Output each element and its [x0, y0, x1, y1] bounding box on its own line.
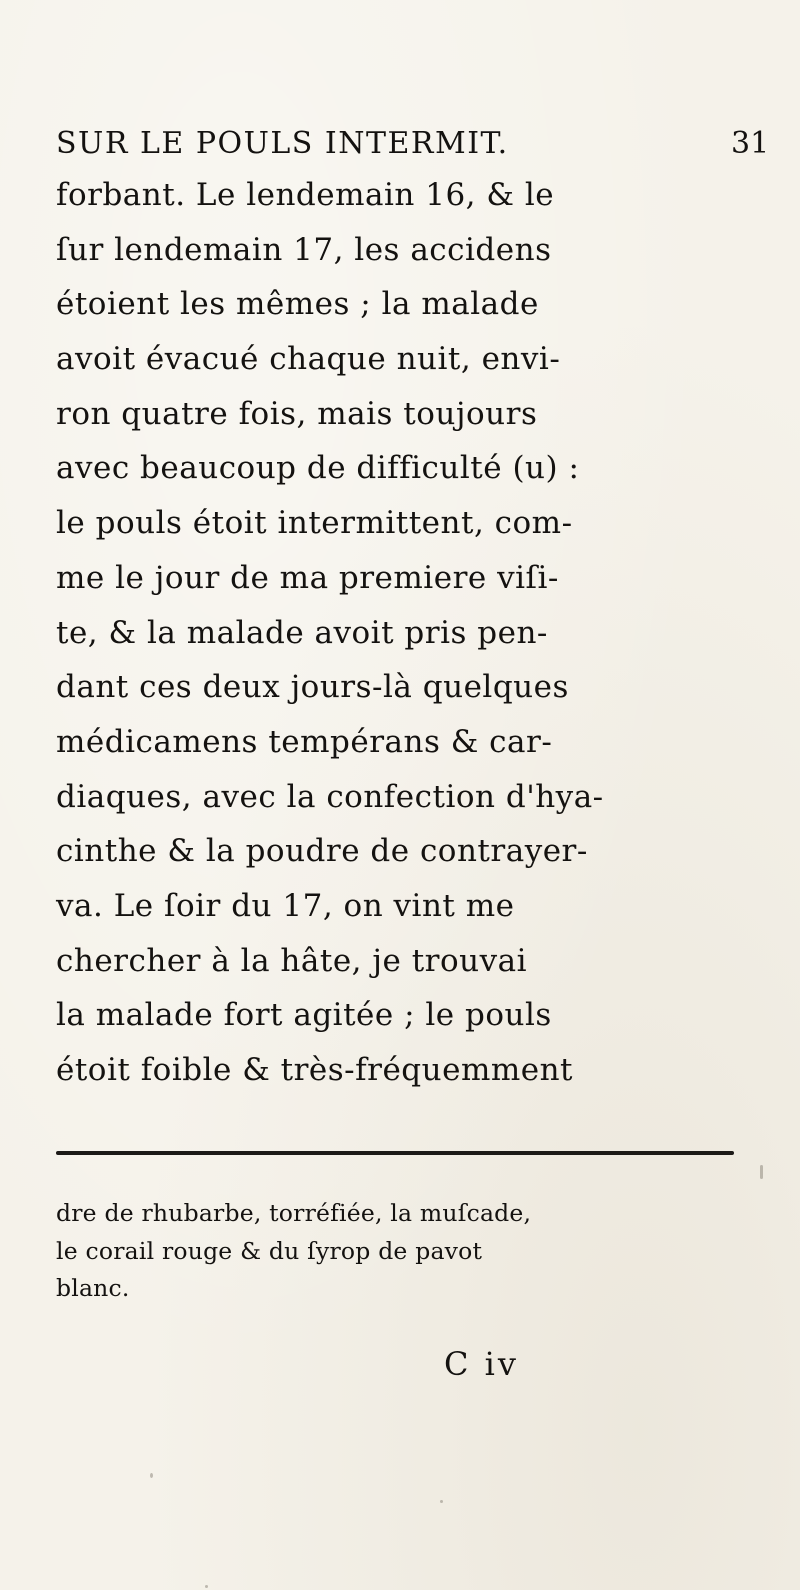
text-line: avoit évacué chaque nuit, envi-: [56, 341, 561, 378]
text-line: dant ces deux jours-là quelques: [56, 669, 569, 706]
main-text: [56, 168, 756, 1098]
footnote-line: blanc.: [56, 1274, 130, 1302]
signature-mark: C iv: [444, 1345, 519, 1383]
running-title: SUR LE POULS INTERMIT.: [56, 126, 509, 161]
page-number: 31: [731, 126, 770, 161]
text-line: diaques, avec la confection d'hya-: [56, 778, 604, 815]
text-line: va. Le ſoir du 17, on vint me: [56, 887, 515, 924]
paper-speck: [150, 1473, 153, 1478]
footnote: [56, 1195, 756, 1308]
text-line: cinthe & la poudre de contrayer-: [56, 833, 588, 870]
paper-speck: [760, 1165, 763, 1179]
footnote-line: dre de rhubarbe, torréfiée, la muſcade,: [56, 1199, 532, 1227]
text-line: avec beaucoup de difficulté (u) :: [56, 450, 580, 487]
text-line: ſur lendemain 17, les accidens: [56, 231, 552, 268]
text-line: forbant. Le lendemain 16, & le: [56, 177, 555, 213]
footnote-rule: [56, 1151, 734, 1155]
text-line: étoit foible & très-fréquemment: [56, 1052, 574, 1088]
paper-speck: [440, 1500, 443, 1503]
text-line: médicamens tempérans & car-: [56, 723, 553, 760]
paper-speck: [205, 1585, 208, 1588]
text-line: me le jour de ma premiere viſi-: [56, 559, 559, 596]
text-line: chercher à la hâte, je trouvai: [56, 942, 528, 979]
text-line: la malade fort agitée ; le pouls: [56, 997, 552, 1034]
text-line: te, & la malade avoit pris pen-: [56, 614, 548, 651]
text-line: le pouls étoit intermittent, com-: [56, 505, 573, 542]
text-line: ron quatre fois, mais toujours: [56, 395, 538, 432]
running-head: [0, 126, 800, 166]
footnote-line: le corail rouge & du ſyrop de pavot: [56, 1236, 483, 1265]
text-line: étoient les mêmes ; la malade: [56, 286, 539, 323]
